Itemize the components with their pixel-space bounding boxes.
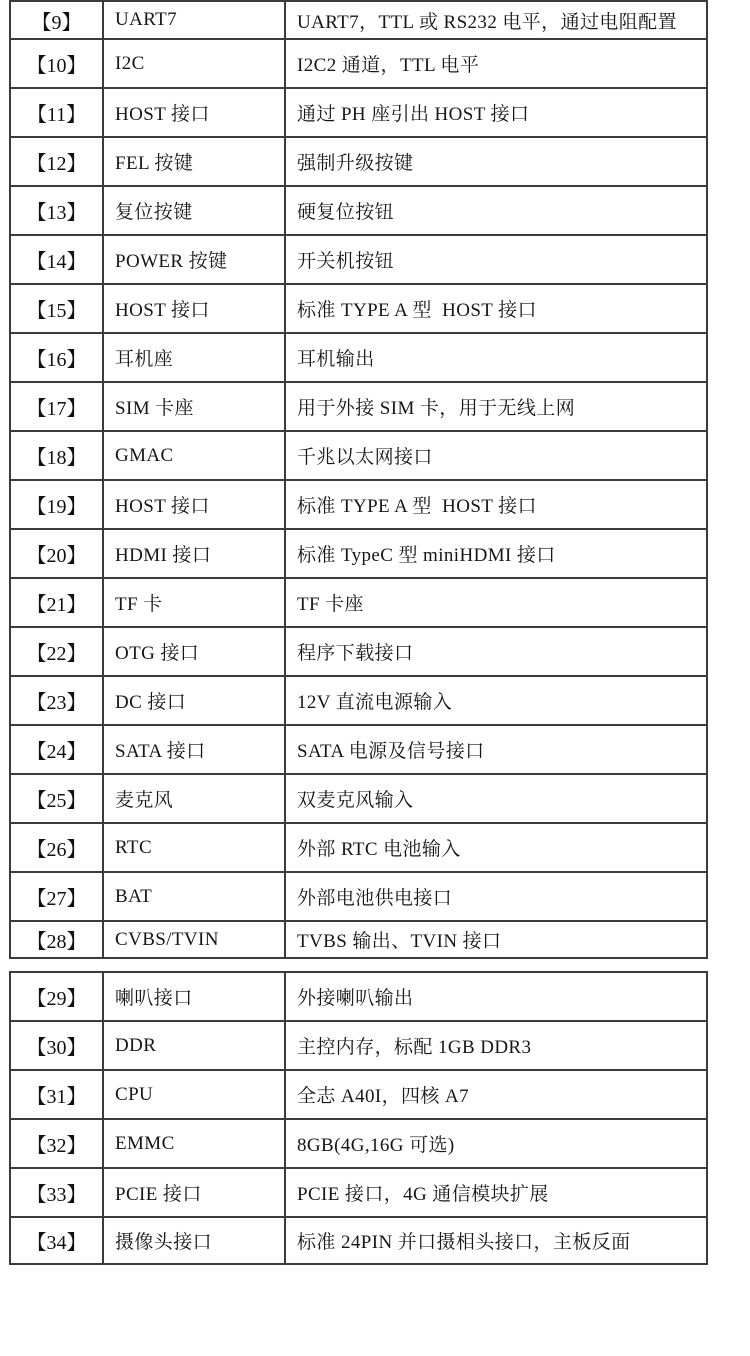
table-body-1 <box>10 1 707 958</box>
item-number: 【23】 <box>10 676 103 725</box>
item-name: DC 接口 <box>103 676 285 725</box>
item-number: 【30】 <box>10 1021 103 1070</box>
table-row <box>10 1021 707 1070</box>
item-name: HOST 接口 <box>103 284 285 333</box>
item-name: 麦克风 <box>103 774 285 823</box>
item-name: CVBS/TVIN <box>103 921 285 958</box>
board-interface-table-part-1 <box>9 0 708 959</box>
table-row <box>10 1168 707 1217</box>
item-name: 复位按键 <box>103 186 285 235</box>
table-row <box>10 1217 707 1264</box>
item-number: 【34】 <box>10 1217 103 1264</box>
item-description: 标准 24PIN 并口摄相头接口，主板反面 <box>285 1217 707 1264</box>
table-row <box>10 1 707 39</box>
item-name: HOST 接口 <box>103 88 285 137</box>
table-row <box>10 921 707 958</box>
item-name: PCIE 接口 <box>103 1168 285 1217</box>
table-body-2 <box>10 972 707 1264</box>
item-description: 标准 TYPE A 型 HOST 接口 <box>285 284 707 333</box>
table-row <box>10 578 707 627</box>
table-row <box>10 235 707 284</box>
item-name: POWER 按键 <box>103 235 285 284</box>
item-name: TF 卡 <box>103 578 285 627</box>
item-number: 【33】 <box>10 1168 103 1217</box>
table-row <box>10 333 707 382</box>
item-number: 【10】 <box>10 39 103 88</box>
item-number: 【27】 <box>10 872 103 921</box>
item-name: BAT <box>103 872 285 921</box>
item-description: 耳机输出 <box>285 333 707 382</box>
item-name: RTC <box>103 823 285 872</box>
item-number: 【16】 <box>10 333 103 382</box>
table-row <box>10 186 707 235</box>
item-name: GMAC <box>103 431 285 480</box>
item-name: UART7 <box>103 1 285 39</box>
table-row <box>10 88 707 137</box>
item-number: 【26】 <box>10 823 103 872</box>
item-number: 【12】 <box>10 137 103 186</box>
table-row <box>10 1070 707 1119</box>
table-row <box>10 725 707 774</box>
item-description: 标准 TYPE A 型 HOST 接口 <box>285 480 707 529</box>
table-row <box>10 676 707 725</box>
item-name: FEL 按键 <box>103 137 285 186</box>
item-description: 全志 A40I，四核 A7 <box>285 1070 707 1119</box>
board-interface-table-part-2 <box>9 971 708 1265</box>
item-number: 【18】 <box>10 431 103 480</box>
item-name: HOST 接口 <box>103 480 285 529</box>
table-row <box>10 137 707 186</box>
item-name: 喇叭接口 <box>103 972 285 1021</box>
table-row <box>10 774 707 823</box>
item-name: DDR <box>103 1021 285 1070</box>
item-description: 千兆以太网接口 <box>285 431 707 480</box>
item-description: SATA 电源及信号接口 <box>285 725 707 774</box>
item-description: 主控内存，标配 1GB DDR3 <box>285 1021 707 1070</box>
item-number: 【28】 <box>10 921 103 958</box>
item-description: I2C2 通道，TTL 电平 <box>285 39 707 88</box>
table-row <box>10 972 707 1021</box>
item-description: 8GB(4G,16G 可选) <box>285 1119 707 1168</box>
item-description: 外接喇叭输出 <box>285 972 707 1021</box>
table-row <box>10 382 707 431</box>
table-row <box>10 823 707 872</box>
item-description: 硬复位按钮 <box>285 186 707 235</box>
table-row <box>10 480 707 529</box>
item-description: PCIE 接口，4G 通信模块扩展 <box>285 1168 707 1217</box>
item-name: EMMC <box>103 1119 285 1168</box>
item-number: 【9】 <box>10 1 103 39</box>
item-number: 【20】 <box>10 529 103 578</box>
item-description: 程序下载接口 <box>285 627 707 676</box>
table-row <box>10 872 707 921</box>
item-description: 通过 PH 座引出 HOST 接口 <box>285 88 707 137</box>
item-name: CPU <box>103 1070 285 1119</box>
table-row <box>10 431 707 480</box>
item-number: 【25】 <box>10 774 103 823</box>
item-name: SATA 接口 <box>103 725 285 774</box>
item-name: 摄像头接口 <box>103 1217 285 1264</box>
table-row <box>10 284 707 333</box>
item-name: 耳机座 <box>103 333 285 382</box>
item-number: 【29】 <box>10 972 103 1021</box>
item-number: 【21】 <box>10 578 103 627</box>
item-description: UART7，TTL 或 RS232 电平，通过电阻配置 <box>285 1 707 39</box>
item-number: 【17】 <box>10 382 103 431</box>
item-description: 12V 直流电源输入 <box>285 676 707 725</box>
item-number: 【14】 <box>10 235 103 284</box>
item-name: SIM 卡座 <box>103 382 285 431</box>
item-number: 【11】 <box>10 88 103 137</box>
item-description: TVBS 输出、TVIN 接口 <box>285 921 707 958</box>
item-number: 【13】 <box>10 186 103 235</box>
item-description: TF 卡座 <box>285 578 707 627</box>
item-description: 外部电池供电接口 <box>285 872 707 921</box>
item-description: 用于外接 SIM 卡，用于无线上网 <box>285 382 707 431</box>
item-description: 标准 TypeC 型 miniHDMI 接口 <box>285 529 707 578</box>
item-name: OTG 接口 <box>103 627 285 676</box>
table-row <box>10 529 707 578</box>
item-number: 【31】 <box>10 1070 103 1119</box>
item-number: 【22】 <box>10 627 103 676</box>
table-row <box>10 1119 707 1168</box>
table-row <box>10 627 707 676</box>
item-name: HDMI 接口 <box>103 529 285 578</box>
table-row <box>10 39 707 88</box>
item-description: 强制升级按键 <box>285 137 707 186</box>
item-number: 【32】 <box>10 1119 103 1168</box>
item-name: I2C <box>103 39 285 88</box>
item-number: 【15】 <box>10 284 103 333</box>
item-description: 开关机按钮 <box>285 235 707 284</box>
item-description: 双麦克风输入 <box>285 774 707 823</box>
item-number: 【24】 <box>10 725 103 774</box>
item-description: 外部 RTC 电池输入 <box>285 823 707 872</box>
item-number: 【19】 <box>10 480 103 529</box>
